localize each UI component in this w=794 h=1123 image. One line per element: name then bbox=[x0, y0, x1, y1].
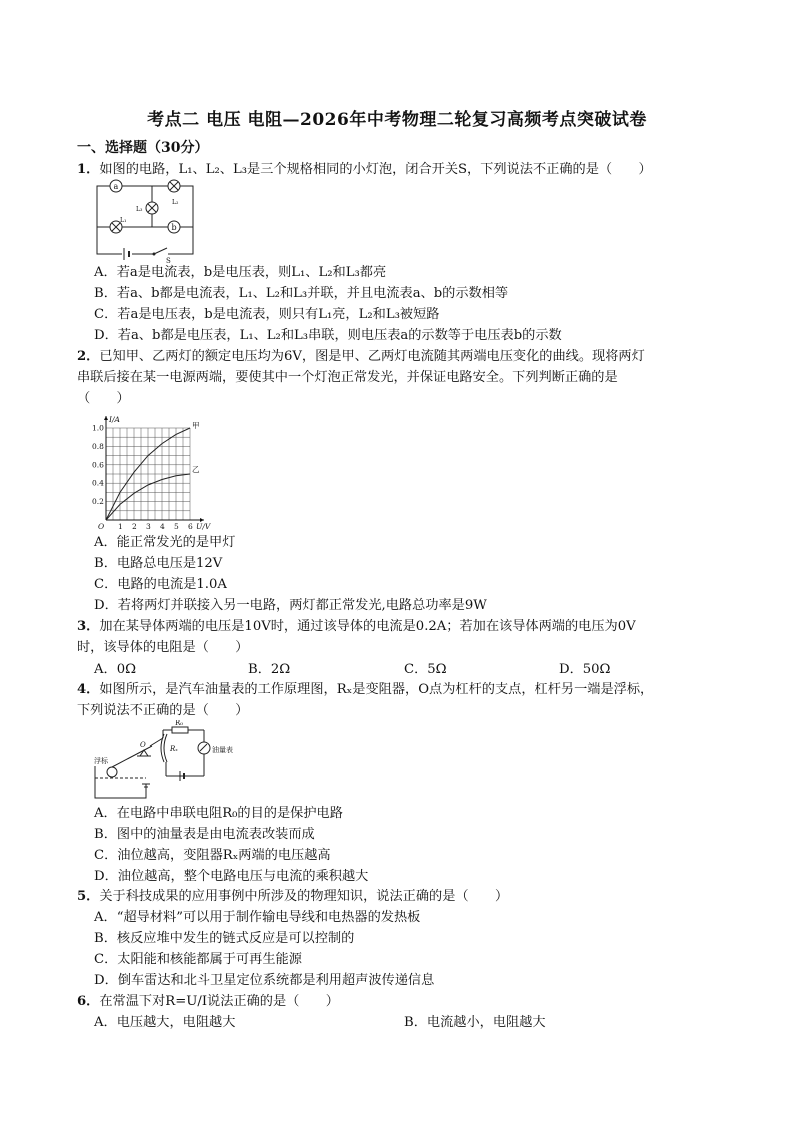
q4-option-a[interactable]: A．在电路中串联电阻R₀的目的是保护电路 bbox=[94, 806, 343, 821]
label-O: O bbox=[140, 741, 146, 749]
q2-option-b[interactable]: B．电路总电压是12V bbox=[94, 556, 223, 571]
q4-option-c[interactable]: C．油位越高，变阻器Rₓ两端的电压越高 bbox=[94, 848, 331, 863]
label-S: S bbox=[166, 257, 171, 264]
question-3-stem-line-1 bbox=[77, 617, 636, 637]
q6-option-a[interactable]: A．电压越大，电阻越大 bbox=[94, 1015, 236, 1030]
question-4-stem-line-1 bbox=[77, 680, 653, 700]
x-tick-label: 5 bbox=[174, 522, 179, 530]
y-axis-arrow bbox=[104, 416, 108, 420]
section-heading: 一、选择题（30分） bbox=[77, 140, 209, 156]
question-text: 关于科技成果的应用事例中所涉及的物理知识，说法正确的是（ ） bbox=[99, 889, 509, 904]
q2-option-a[interactable]: A．能正常发光的是甲灯 bbox=[94, 535, 236, 550]
q4-option-d[interactable]: D．油位越高，整个电路电压与电流的乘积越大 bbox=[94, 869, 369, 884]
series-label: 乙 bbox=[192, 465, 200, 474]
q3-option-c[interactable]: C．5Ω bbox=[404, 662, 447, 677]
question-number: 6． bbox=[77, 994, 100, 1009]
q5-option-d[interactable]: D．倒车雷达和北斗卫星定位系统都是利用超声波传递信息 bbox=[94, 973, 435, 988]
question-number: 1． bbox=[77, 162, 100, 177]
question-text: 如图所示，是汽车油量表的工作原理图，Rₓ是变阻器，O点为杠杆的支点，杠杆另一端是浮标， bbox=[99, 682, 654, 697]
question-2-stem-line-1 bbox=[77, 347, 645, 367]
x-tick-label: 3 bbox=[146, 522, 151, 530]
q5-option-b[interactable]: B．核反应堆中发生的链式反应是可以控制的 bbox=[94, 931, 355, 946]
question-1-stem bbox=[77, 160, 652, 180]
question-text: 加在某导体两端的电压是10V时，通过该导体的电流是0.2A；若加在该导体两端的电压为0V bbox=[99, 619, 636, 634]
label-Rx: Rₓ bbox=[170, 745, 178, 753]
label-L2: L₂ bbox=[172, 199, 179, 206]
question-number: 2． bbox=[77, 349, 100, 364]
x-tick-label: 1 bbox=[118, 522, 123, 530]
q3-option-b[interactable]: B．2Ω bbox=[248, 662, 291, 677]
q6-option-b[interactable]: B．电流越小，电阻越大 bbox=[404, 1015, 546, 1030]
question-number: 3． bbox=[77, 619, 100, 634]
x-axis-label: U/V bbox=[196, 522, 211, 530]
x-tick-label: 2 bbox=[132, 522, 137, 530]
label-L1: L₁ bbox=[120, 217, 127, 224]
q2-option-c[interactable]: C．电路的电流是1.0A bbox=[94, 577, 227, 592]
question-3-stem-line-2: 时，该导体的电阻是（ ） bbox=[77, 640, 249, 655]
origin-label: O bbox=[98, 522, 105, 530]
x-tick-label: 6 bbox=[188, 522, 193, 530]
x-tick-label: 4 bbox=[160, 522, 165, 530]
q1-option-d[interactable]: D．若a、b都是电压表，L₁、L₂和L₃串联，则电压表a的示数等于电压表b的示数 bbox=[94, 328, 562, 343]
page-title: 考点二 电压 电阻—2026年中考物理二轮复习高频考点突破试卷 bbox=[147, 110, 647, 130]
question-text: 已知甲、乙两灯的额定电压均为6V，图是甲、乙两灯电流随其两端电压变化的曲线。现将两灯 bbox=[99, 349, 645, 364]
circuit-diagram-1 bbox=[92, 178, 202, 264]
question-5-stem bbox=[77, 887, 508, 907]
label-b: b bbox=[171, 223, 177, 232]
y-axis-label: I/A bbox=[109, 415, 120, 424]
q1-option-c[interactable]: C．若a是电压表，b是电流表，则只有L₁亮，L₂和L₃被短路 bbox=[94, 307, 440, 322]
series-label: 甲 bbox=[192, 421, 200, 430]
question-2-stem-line-2: 串联后接在某一电源两端，要使其中一个灯泡正常发光，并保证电路安全。下列判断正确的是 bbox=[77, 370, 618, 385]
q3-option-a[interactable]: A．0Ω bbox=[94, 662, 137, 677]
q4-option-b[interactable]: B．图中的油量表是由电流表改装而成 bbox=[94, 827, 315, 842]
label-float: 浮标 bbox=[94, 757, 108, 765]
q3-option-d[interactable]: D．50Ω bbox=[559, 662, 611, 677]
label-a: a bbox=[113, 182, 119, 191]
y-tick-label: 0.8 bbox=[92, 441, 104, 451]
fuel-gauge-diagram bbox=[92, 720, 252, 802]
question-text: 在常温下对R=U/I说法正确的是（ ） bbox=[99, 994, 339, 1009]
question-4-stem-line-2: 下列说法不正确的是（ ） bbox=[77, 703, 249, 718]
q1-option-b[interactable]: B．若a、b都是电流表，L₁、L₂和L₃并联，并且电流表a、b的示数相等 bbox=[94, 286, 509, 301]
q5-option-a[interactable]: A．“超导材料”可以用于制作输电导线和电热器的发热板 bbox=[94, 910, 421, 925]
question-2-stem-line-3: （ ） bbox=[77, 391, 130, 406]
y-tick-label: 0.2 bbox=[92, 497, 104, 507]
y-tick-label: 1.0 bbox=[92, 423, 104, 433]
iv-curve-chart bbox=[92, 410, 222, 530]
question-text: 如图的电路，L₁、L₂、L₃是三个规格相同的小灯泡，闭合开关S，下列说法不正确的是（ ） bbox=[99, 162, 652, 177]
q5-option-c[interactable]: C．太阳能和核能都属于可再生能源 bbox=[94, 952, 302, 967]
label-R0: R₀ bbox=[175, 720, 184, 727]
y-tick-label: 0.6 bbox=[92, 460, 104, 470]
question-number: 5． bbox=[77, 889, 100, 904]
question-6-stem bbox=[77, 992, 339, 1012]
label-meter: 油量表 bbox=[212, 746, 233, 754]
q1-option-a[interactable]: A．若a是电流表，b是电压表，则L₁、L₂和L₃都亮 bbox=[94, 265, 387, 280]
label-L3: L₃ bbox=[136, 206, 143, 213]
y-tick-label: 0.4 bbox=[92, 478, 104, 488]
q2-option-d[interactable]: D．若将两灯并联接入另一电路，两灯都正常发光,电路总功率是9W bbox=[94, 598, 487, 613]
question-number: 4． bbox=[77, 682, 100, 697]
